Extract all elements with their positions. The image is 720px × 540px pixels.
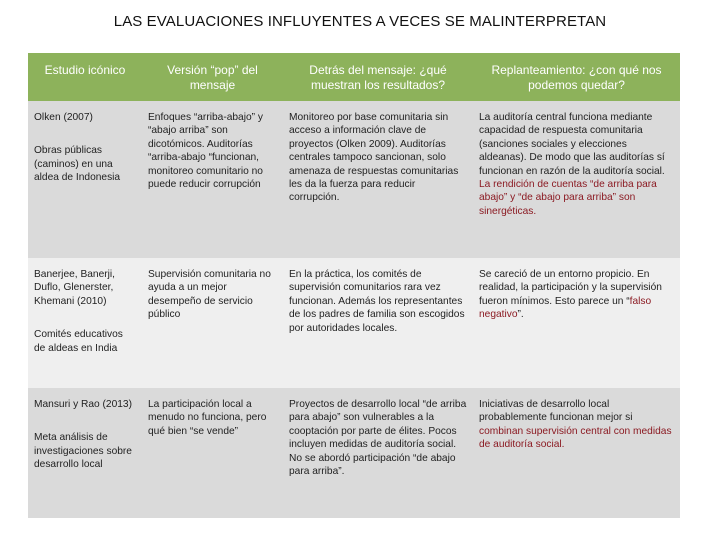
table-row (28, 258, 680, 388)
behind-message-cell: Proyectos de desarrollo local “de arriba para abajo” son vulnerables a la cooptación por parte de élites. Pocos incluyen medidas de auditoría social. No se abordó participación “de abajo para arriba”. (283, 388, 473, 518)
reframing-cell (473, 388, 680, 518)
reframing-cell (473, 101, 680, 258)
behind-message-cell: Monitoreo por base comunitaria sin acceso a información clave de proyectos (Olken 2009). Auditorías centrales tampoco sancionan, solo amenaza de respuestas comunitarias les da la fuerza para reducir corrupción. (283, 101, 473, 258)
reframing-tail: ”. (517, 309, 524, 321)
study-name: Mansuri y Rao (2013) (34, 399, 132, 410)
reframing-text: La auditoría central funciona mediante capacidad de respuesta comunitaria (sanciones sociales y elecciones aldeanas). De modo que las auditorías sí funcionan en razón de la auditoría social. (479, 112, 665, 177)
study-name: Olken (2007) (34, 112, 93, 123)
table-row (28, 388, 680, 518)
slide-title: LAS EVALUACIONES INFLUYENTES A VECES SE MALINTERPRETAN (113, 13, 607, 30)
study-subject: Obras públicas (caminos) en una aldea de Indonesia (34, 145, 121, 184)
header-row (28, 53, 680, 101)
study-cell (28, 101, 142, 258)
header-study: Estudio icónico (28, 53, 142, 101)
reframing-highlight: La rendición de cuentas “de arriba para abajo” y “de abajo para arriba” son sinergéticas. (479, 179, 657, 217)
header-pop-version: Versión “pop” del mensaje (142, 53, 283, 101)
study-subject: Meta análisis de investigaciones sobre desarrollo local (34, 432, 132, 471)
reframing-highlight: falso negativo (479, 295, 652, 321)
header-behind-message: Detrás del mensaje: ¿qué muestran los resultados? (283, 53, 473, 101)
pop-version-cell: Supervisión comunitaria no ayuda a un mejor desempeño de servicio público (142, 258, 283, 388)
pop-version-cell: La participación local a menudo no funciona, pero qué bien “se vende” (142, 388, 283, 518)
study-name: Banerjee, Banerji, Duflo, Glenerster, Khemani (2010) (34, 269, 115, 307)
reframing-text: Se careció de un entorno propicio. En realidad, la participación y la supervisión fueron mínimos. Esto parece un “ (479, 269, 662, 307)
reframing-cell (473, 258, 680, 388)
study-cell (28, 388, 142, 518)
reframing-highlight: combinan supervisión central con medidas de auditoría social. (479, 425, 672, 451)
reframing-text: Iniciativas de desarrollo local probablemente funcionan mejor si (479, 399, 633, 424)
table-row (28, 101, 680, 258)
header-reframing: Replanteamiento: ¿con qué nos podemos quedar? (473, 53, 680, 101)
evaluations-table (28, 53, 680, 518)
study-cell (28, 258, 142, 388)
pop-version-cell: Enfoques “arriba-abajo” y “abajo arriba” son dicotómicos. Auditorías “arriba-abajo “funcionan, monitoreo comunitario no puede reducir corrupción (142, 101, 283, 258)
behind-message-cell: En la práctica, los comités de supervisión comunitarios rara vez funcionan. Además los representantes de los padres de familia son escogidos por autoridades locales. (283, 258, 473, 388)
study-subject: Comités educativos de aldeas en India (34, 329, 123, 354)
